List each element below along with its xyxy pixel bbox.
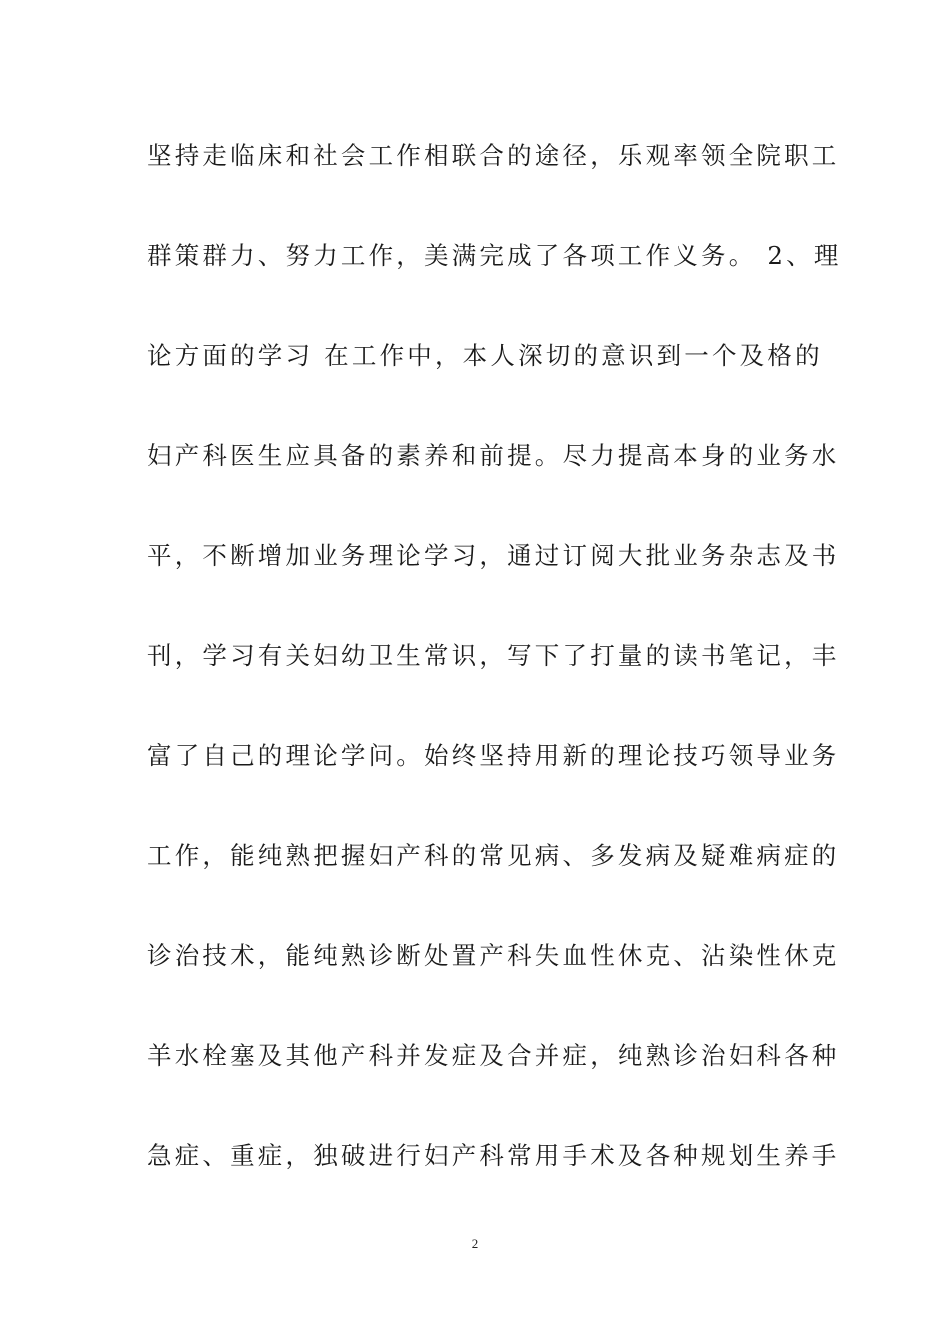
text-line: 坚持走临床和社会工作相联合的途径，乐观率领全院职工: [147, 141, 840, 170]
text-line: 急症、重症，独破进行妇产科常用手术及各种规划生养手: [147, 1141, 840, 1170]
text-line: 论方面的学习 在工作中，本人深切的意识到一个及格的: [147, 341, 823, 370]
text-line: 平，不断增加业务理论学习，通过订阅大批业务杂志及书: [147, 541, 840, 570]
text-line: 富了自己的理论学问。始终坚持用新的理论技巧领导业务: [147, 741, 840, 770]
text-line: 妇产科医生应具备的素养和前提。尽力提高本身的业务水: [147, 441, 840, 470]
text-line: 工作，能纯熟把握妇产科的常见病、多发病及疑难病症的: [147, 841, 840, 870]
text-line: 刊，学习有关妇幼卫生常识，写下了打量的读书笔记，丰: [147, 641, 840, 670]
text-line: 群策群力、努力工作，美满完成了各项工作义务。 2、理: [147, 241, 842, 270]
body-text: [147, 131, 842, 1231]
text-line: 羊水栓塞及其他产科并发症及合并症，纯熟诊治妇科各种: [147, 1041, 840, 1070]
text-line: 诊治技术，能纯熟诊断处置产科失血性休克、沾染性休克: [147, 941, 840, 970]
page-number: 2: [471, 1236, 479, 1251]
